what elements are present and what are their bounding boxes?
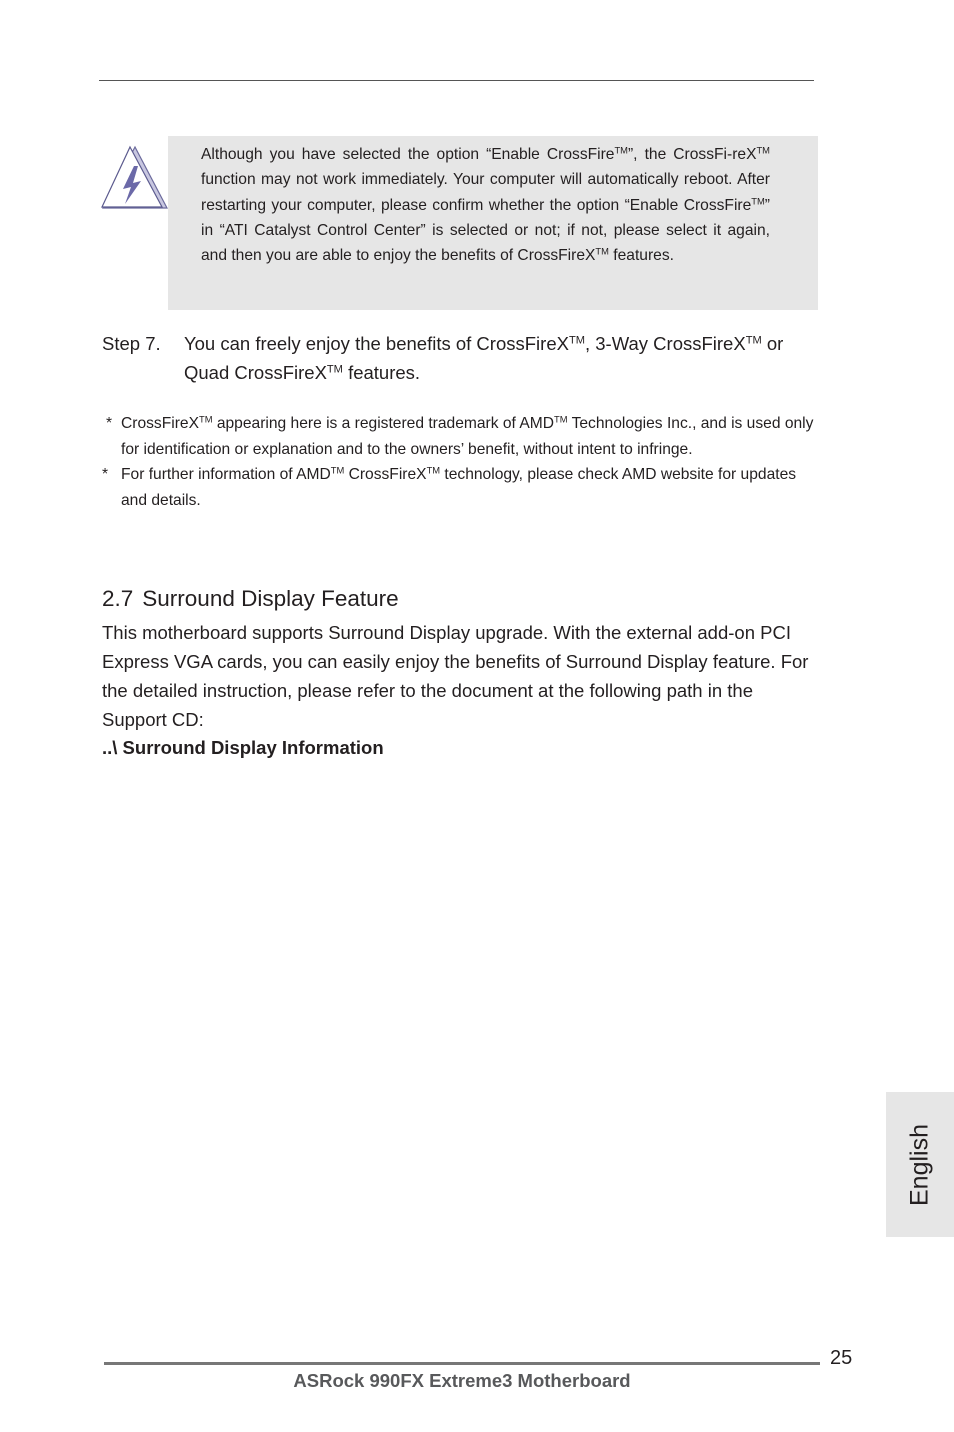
section-paragraph: This motherboard supports Surround Display upgrade. With the external add-on PCI Express VGA cards, you can easily enjoy the benefits of Surround Display feature. For the detailed instruction, please refer to the document at the following path in the Support CD: — [102, 622, 809, 730]
warning-lightning-icon — [100, 144, 170, 212]
section-title: Surround Display Feature — [142, 586, 399, 611]
trademark-notes — [102, 411, 818, 513]
step-text: You can freely enjoy the benefits of CrossFireX™, 3-Way CrossFireX™ or Quad CrossFireX™ features. — [184, 333, 784, 383]
bottom-rule — [104, 1362, 820, 1365]
footer-title: ASRock 990FX Extreme3 Motherboard — [293, 1370, 631, 1391]
cd-path: ..\ Surround Display Information — [102, 737, 384, 758]
step-7 — [102, 329, 818, 387]
language-tab — [886, 1092, 954, 1237]
section-number: 2.7 — [102, 586, 134, 611]
warning-text: Although you have selected the option “Enable CrossFire™”, the CrossFi-reX™ function may not work immediately. Your computer will automatically reboot. After restarting your computer, please confirm whether the option “Enable CrossFire™” in “ATI Catalyst Control Center” is selected or not; if not, please select it again, and then you are able to enjoy the benefits of CrossFireX™ features. — [201, 145, 770, 265]
language-label: English — [905, 1123, 934, 1206]
page-number: 25 — [830, 1347, 853, 1369]
section-heading — [102, 584, 399, 614]
top-rule — [99, 80, 814, 81]
step-label: Step 7. — [102, 333, 161, 354]
note-trademark: * CrossFireX™ appearing here is a registered trademark of AMD™ Technologies Inc., and is used only for identification or explanation and to the owners’ benefit, without intent to infringe. — [106, 414, 814, 458]
note-further-info: * For further information of AMD™ CrossFireX™ technology, please check AMD website for updates and details. — [102, 465, 797, 509]
